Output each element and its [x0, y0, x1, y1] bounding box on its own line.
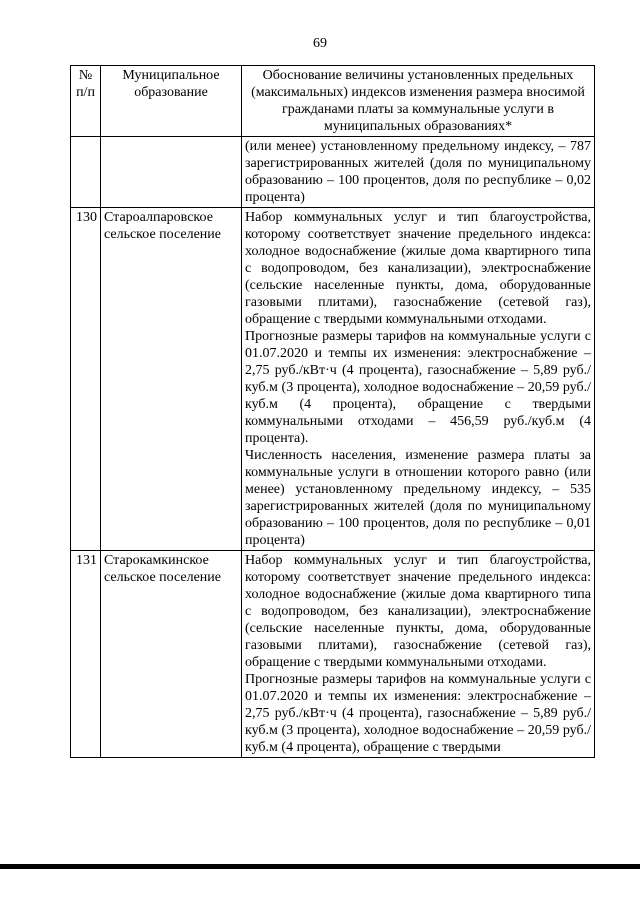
row-num: 130: [71, 208, 101, 551]
scan-bottom-border: [0, 864, 640, 869]
row-desc-cell: [242, 137, 595, 208]
header-num: № п/п: [71, 66, 101, 137]
header-municipality: Муниципальное образование: [101, 66, 242, 137]
header-justification: Обоснование величины установленных предельных (максимальных) индексов изменения размера вносимой гражданами платы за коммунальные услуги в муниципальных образованиях*: [242, 66, 595, 137]
row-name-cell: [101, 137, 242, 208]
indices-table: [70, 65, 595, 758]
para-population: Численность населения, изменение размера платы за коммунальные услуги в отношении которого равно (или менее) установленному предельному индексу, – 535 зарегистрированных жителей (доля по муниципальному образованию – 100 процентов, доля по республике – 0,01 процента): [245, 448, 591, 548]
table-header-row: [71, 66, 595, 137]
table-row-continuation: [71, 137, 595, 208]
table-row: [71, 208, 595, 551]
row-description: [242, 551, 595, 758]
page-number: 69: [313, 36, 327, 51]
row-description: [242, 208, 595, 551]
para-tariffs: Прогнозные размеры тарифов на коммунальные услуги с 01.07.2020 и темпы их изменения: электроснабжение – 2,75 руб./кВт·ч (4 процента), газоснабжение – 5,89 руб./куб.м (3 процента), холодное водоснабжение – 20,59 руб./куб.м (4 процента), обращение с твердыми: [245, 672, 591, 755]
row-num-cell: [71, 137, 101, 208]
continuation-text: (или менее) установленному предельному индексу, – 787 зарегистрированных жителей (доля по муниципальному образованию – 100 процентов, доля по республике – 0,02 процента): [245, 139, 591, 205]
row-municipality: Староалпаровское сельское поселение: [101, 208, 242, 551]
para-tariffs: Прогнозные размеры тарифов на коммунальные услуги с 01.07.2020 и темпы их изменения: электроснабжение – 2,75 руб./кВт·ч (4 процента), газоснабжение – 5,89 руб./куб.м (3 процента), холодное водоснабжение – 20,59 руб./куб.м (4 процента), обращение с твердыми коммунальными отходами – 456,59 руб./куб.м (4 процента).: [245, 329, 591, 446]
para-services: Набор коммунальных услуг и тип благоустройства, которому соответствует значение предельного индекса: холодное водоснабжение (жилые дома квартирного типа с водопроводом, без канализации), электроснабжение (сельские населенные пункты, дома, оборудованные газовыми плитами), газоснабжение (сетевой газ), обращение с твердыми коммунальными отходами.: [245, 553, 591, 670]
para-services: Набор коммунальных услуг и тип благоустройства, которому соответствует значение предельного индекса: холодное водоснабжение (жилые дома квартирного типа с водопроводом, без канализации), электроснабжение (сельские населенные пункты, дома, оборудованные газовыми плитами), газоснабжение (сетевой газ), обращение с твердыми коммунальными отходами.: [245, 210, 591, 327]
table-row: [71, 551, 595, 758]
row-num: 131: [71, 551, 101, 758]
row-municipality: Старокамкинское сельское поселение: [101, 551, 242, 758]
